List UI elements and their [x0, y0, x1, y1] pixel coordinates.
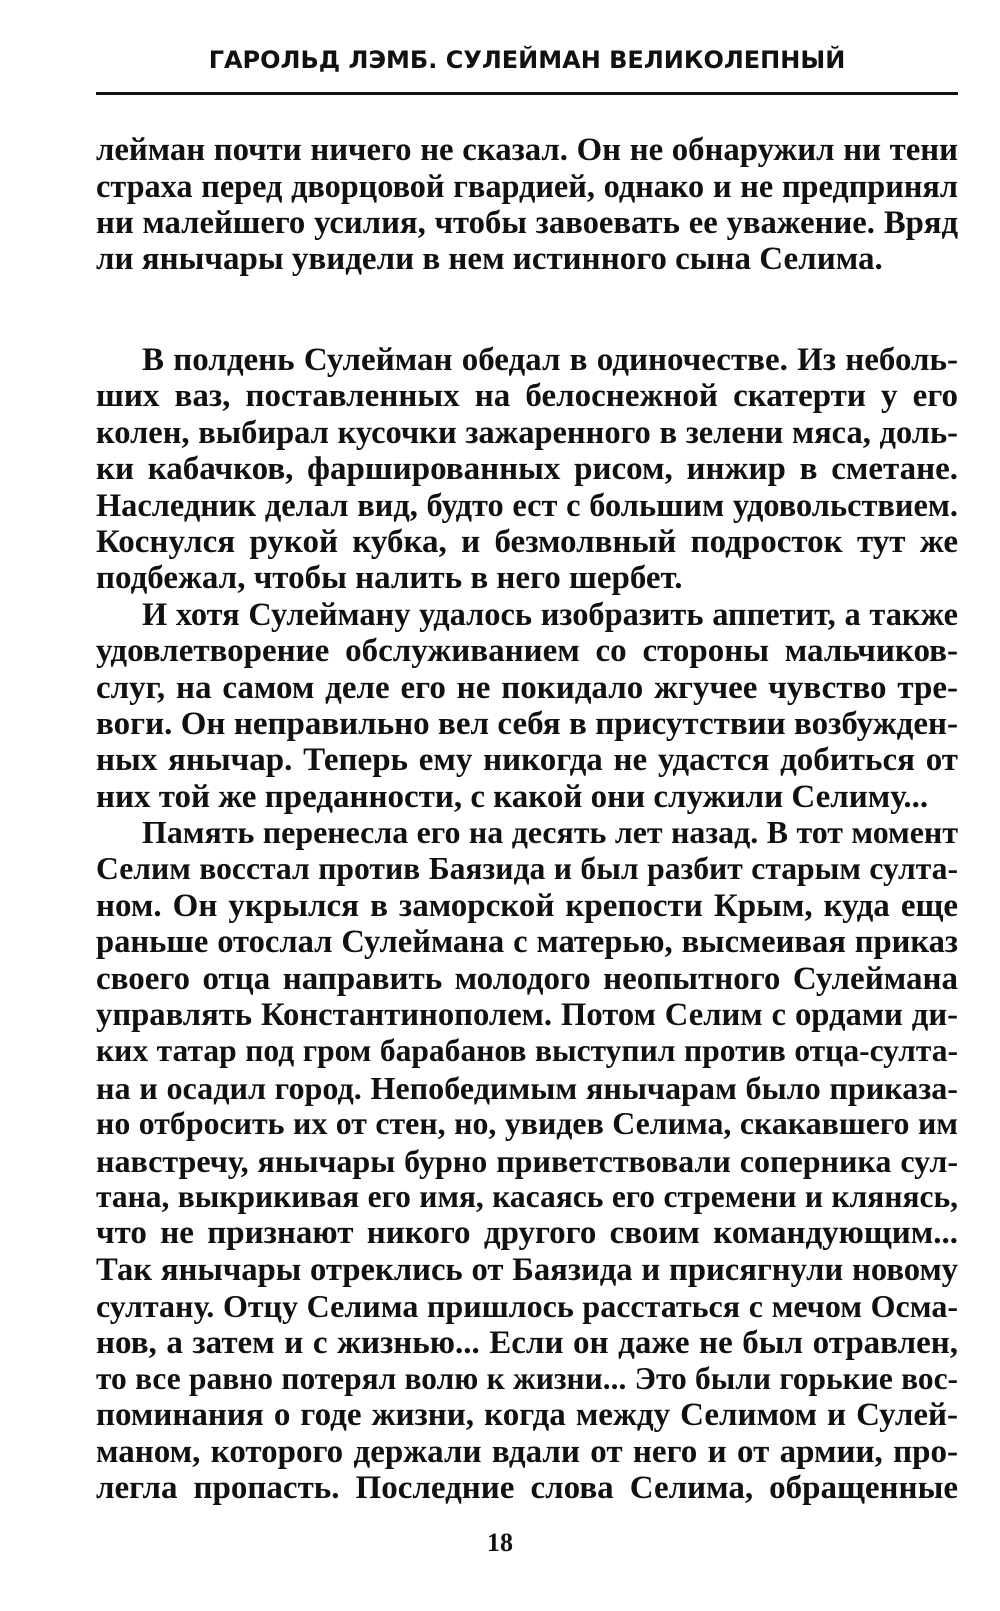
text-line: своего отца направить молодого неопытного Сулеймана — [96, 960, 958, 997]
text-line: Так янычары отреклись от Баязида и присягнули новому — [96, 1251, 958, 1288]
text-line: поминания о годе жизни, когда между Селимом и Сулей- — [96, 1397, 958, 1434]
text-line: воги. Он неправильно вел себя в присутствии возбужден- — [96, 705, 958, 742]
text-line: ких татар под гром барабанов выступил против отца-султа- — [96, 1033, 958, 1069]
text-line: ки кабачков, фаршированных рисом, инжир в сметане. — [96, 451, 958, 488]
text-line: маном, которого держали вдали от него и от армии, про- — [96, 1433, 958, 1470]
text-line: В полдень Сулейман обедал в одиночестве. Из неболь- — [142, 342, 958, 378]
text-line: Селим восстал против Баязида и был разбит старым султа- — [96, 851, 958, 887]
text-line: но отбросить их от стен, но, увидев Селима, скакавшего им — [96, 1106, 958, 1142]
text-line: ни малейшего усилия, чтобы завоевать ее уважение. Вряд — [96, 204, 958, 241]
text-line: ном. Он укрылся в заморской крепости Крым, куда еще — [96, 887, 958, 924]
text-line: тана, выкрикивая его имя, касаясь его стремени и клянясь, — [96, 1178, 958, 1214]
text-line: легла пропасть. Последние слова Селима, обращенные — [96, 1470, 958, 1507]
text-line: ли янычары увидели в нем истинного сына Селима. — [96, 241, 883, 278]
text-line: на и осадил город. Непобедимым янычарам было приказа- — [96, 1069, 958, 1106]
text-line: навстречу, янычары бурно приветствовали соперника сул- — [96, 1142, 958, 1179]
text-line: что не признают никого другого своим командующим... — [96, 1215, 958, 1252]
text-line: Наследник делал вид, будто ест с большим удовольствием. — [96, 487, 958, 524]
section-body — [96, 342, 958, 1507]
text-line: удовлетворение обслуживанием со стороны мальчиков- — [96, 633, 958, 670]
header-rule — [96, 92, 958, 95]
text-line: ных янычар. Теперь ему никогда не удастся добиться от — [96, 742, 958, 779]
text-line: раньше отослал Сулеймана с матерью, высмеивая приказ — [96, 924, 958, 961]
text-line: слуг, на самом деле его не покидало жгучее чувство тре- — [96, 669, 958, 706]
text-line: нов, а затем и с жизнью... Если он даже не был отравлен, — [96, 1324, 958, 1361]
text-line: И хотя Сулейману удалось изобразить аппетит, а также — [142, 596, 958, 633]
text-line: лейман почти ничего не сказал. Он не обнаружил ни тени — [96, 132, 958, 168]
text-line: колен, выбирал кусочки зажаренного в зелени мяса, доль- — [96, 414, 958, 451]
text-line: управлять Константинополем. Потом Селим с ордами ди- — [96, 997, 958, 1034]
running-header: ГАРОЛЬД ЛЭМБ. СУЛЕЙМАН ВЕЛИКОЛЕПНЫЙ — [208, 46, 846, 74]
text-line: Память перенесла его на десять лет назад. В тот момент — [142, 815, 958, 851]
text-line: ших ваз, поставленных на белоснежной скатерти у его — [96, 378, 958, 415]
paragraph-continuation — [96, 132, 958, 278]
page-number: 18 — [487, 1528, 513, 1557]
text-line: то все равно потерял волю к жизни... Это были горькие вос- — [96, 1360, 958, 1396]
text-line: них той же преданности, с какой они служили Селиму... — [96, 778, 929, 815]
text-line: Коснулся рукой кубка, и безмолвный подросток тут же — [96, 523, 958, 560]
text-line: султану. Отцу Селима пришлось расстаться с мечом Осма- — [96, 1288, 958, 1325]
text-line: страха перед дворцовой гвардией, однако и не предпринял — [96, 168, 958, 205]
text-line: подбежал, чтобы налить в него шербет. — [96, 560, 683, 597]
